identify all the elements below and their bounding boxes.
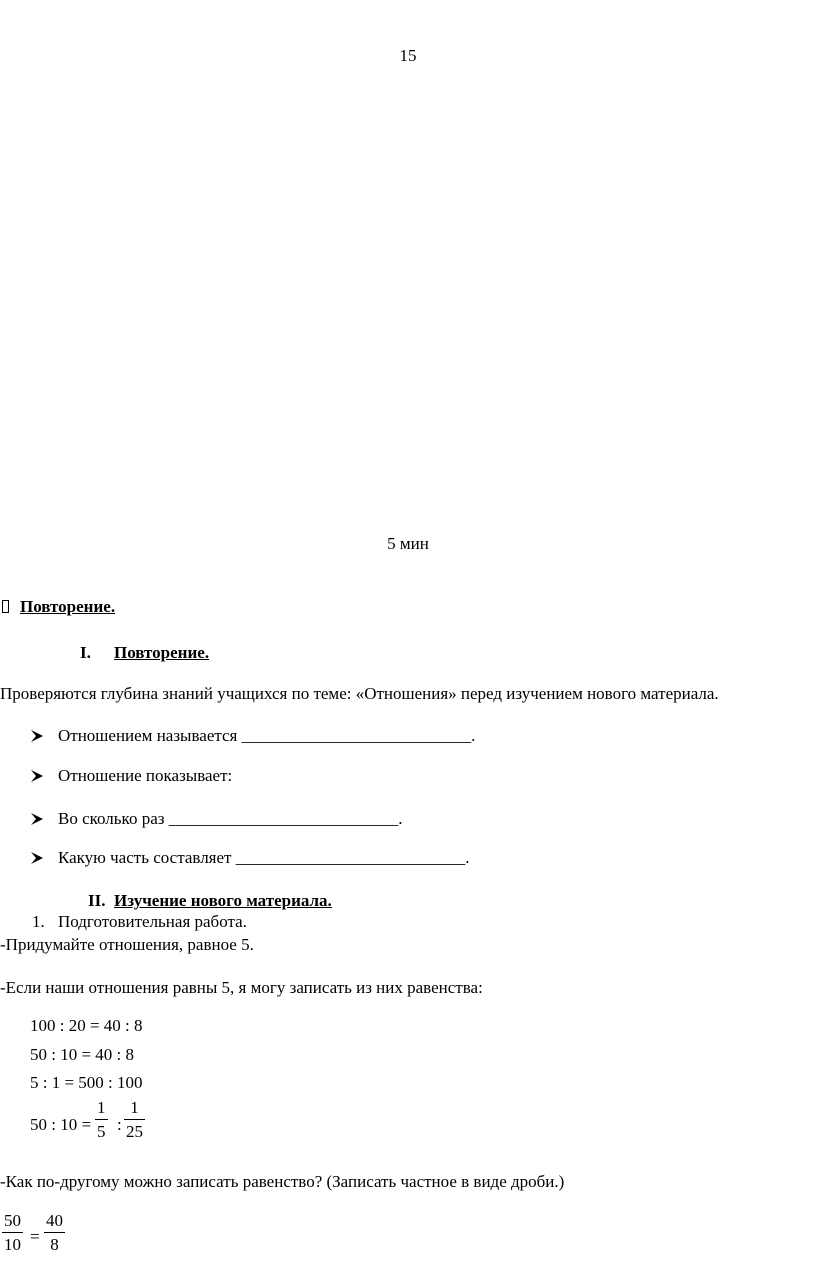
page-number: 15 — [399, 46, 417, 65]
fraction-bar — [44, 1232, 65, 1233]
fraction-numerator: 1 — [130, 1098, 139, 1117]
equation: 50 : 10 = 40 : 8 — [30, 1045, 135, 1064]
equals-sign: = — [30, 1227, 40, 1246]
fraction — [124, 1099, 145, 1140]
bullet-item: Какую часть составляет ___________________________. — [58, 848, 470, 867]
duration-label: 5 мин — [387, 534, 429, 553]
fraction-numerator: 1 — [97, 1098, 106, 1117]
fraction-denominator: 10 — [4, 1235, 21, 1254]
arrow-bullet-icon — [30, 729, 44, 743]
glyph-box-icon — [2, 600, 9, 613]
task-line-1: -Придумайте отношения, равное 5. — [0, 935, 254, 954]
equation: 5 : 1 = 500 : 100 — [30, 1073, 143, 1092]
section2-title: Изучение нового материала. — [114, 891, 332, 910]
arrow-bullet-icon — [30, 851, 44, 865]
question-line: -Как по-другому можно записать равенство? (Записать частное в виде дроби.) — [0, 1172, 565, 1191]
bullet-item: Отношением называется ___________________________. — [58, 726, 476, 745]
fraction — [2, 1212, 23, 1253]
list-item-text: Подготовительная работа. — [58, 912, 247, 931]
bullet-item: Отношение показывает: — [58, 766, 233, 785]
fraction-bar — [124, 1119, 145, 1120]
arrow-bullet-icon — [30, 812, 44, 826]
heading-review-main: Повторение. — [20, 597, 116, 616]
arrow-bullet-icon — [30, 769, 44, 783]
section1-title: Повторение. — [114, 643, 210, 662]
fraction-denominator: 5 — [97, 1122, 106, 1141]
task-line-2: -Если наши отношения равны 5, я могу записать из них равенства: — [0, 978, 483, 997]
intro-text: Проверяются глубина знаний учащихся по теме: «Отношения» перед изучением нового материала. — [0, 684, 719, 703]
section1-numeral: I. — [80, 643, 91, 662]
bullet-item: Во сколько раз ___________________________. — [58, 809, 403, 828]
fraction — [95, 1099, 108, 1140]
fraction-bar — [95, 1119, 108, 1120]
equation: 100 : 20 = 40 : 8 — [30, 1016, 143, 1035]
fraction — [44, 1212, 65, 1253]
equation-operator: : — [117, 1115, 122, 1134]
list-item-number: 1. — [32, 912, 45, 931]
fraction-denominator: 8 — [50, 1235, 59, 1254]
fraction-bar — [2, 1232, 23, 1233]
fraction-numerator: 50 — [4, 1211, 21, 1230]
fraction-numerator: 40 — [46, 1211, 63, 1230]
fraction-denominator: 25 — [126, 1122, 143, 1141]
equation-lhs: 50 : 10 = — [30, 1115, 92, 1134]
section2-numeral: II. — [88, 891, 106, 910]
